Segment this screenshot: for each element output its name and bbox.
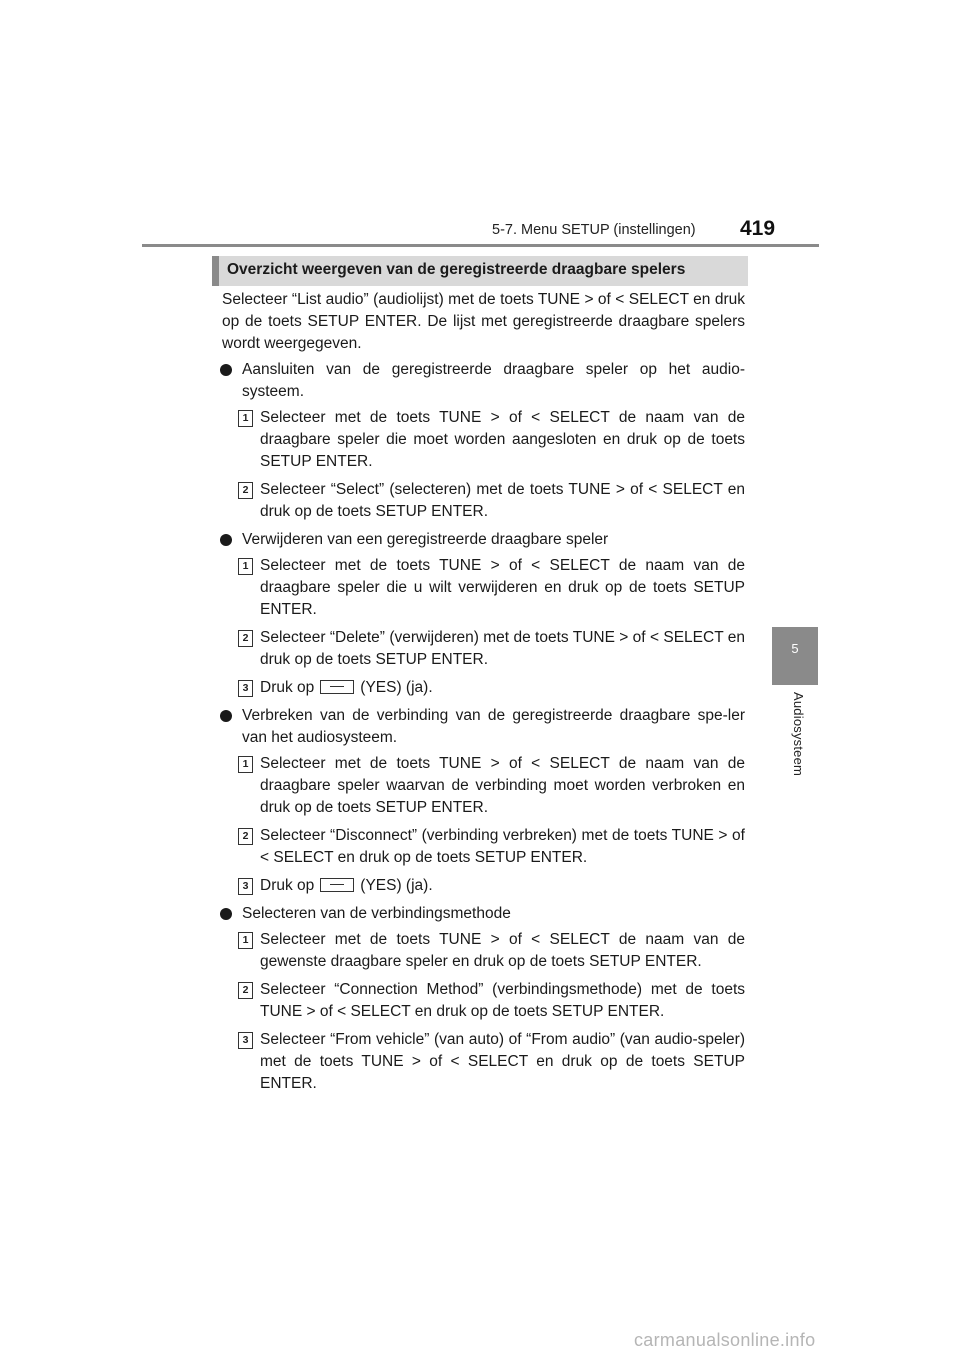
section-title: Overzicht weergeven van de geregistreerde draagbare spelers bbox=[227, 261, 686, 278]
step-text-post: (YES) (ja). bbox=[360, 679, 433, 696]
step-text: Selecteer “Delete” (verwijderen) met de toets TUNE > of < SELECT en druk op de toets SETUP ENTER. bbox=[260, 629, 745, 668]
content-body bbox=[222, 289, 745, 1101]
step-text: Selecteer met de toets TUNE > of < SELECT de naam van de draagbare speler die u wilt verwijderen en druk op de toets SETUP ENTER. bbox=[260, 557, 745, 618]
bullet-item bbox=[222, 359, 745, 403]
bullet-dot-icon bbox=[220, 908, 232, 920]
step-number-badge: 1 bbox=[238, 410, 253, 427]
step-number-badge: 2 bbox=[238, 630, 253, 647]
bullet-text: Aansluiten van de geregistreerde draagbare speler op het audio-systeem. bbox=[242, 361, 745, 400]
step-item bbox=[222, 825, 745, 869]
step-text: Selecteer “Connection Method” (verbindingsmethode) met de toets TUNE > of < SELECT en druk op de toets SETUP ENTER. bbox=[260, 981, 745, 1020]
step-number-badge: 2 bbox=[238, 828, 253, 845]
step-number-badge: 3 bbox=[238, 878, 253, 895]
step-item bbox=[222, 1029, 745, 1095]
header-section-title: 5-7. Menu SETUP (instellingen) bbox=[492, 222, 696, 238]
bullet-text: Verwijderen van een geregistreerde draagbare speler bbox=[242, 531, 609, 548]
watermark: carmanualsonline.info bbox=[634, 1330, 816, 1350]
step-item bbox=[222, 875, 745, 897]
step-text: Selecteer met de toets TUNE > of < SELECT de naam van de draagbare speler die moet worden aangesloten en druk op de toets SETUP ENTER. bbox=[260, 409, 745, 470]
preset-button-icon bbox=[320, 680, 354, 694]
chapter-label: Audiosysteem bbox=[791, 692, 806, 777]
step-item bbox=[222, 929, 745, 973]
chapter-tab bbox=[772, 627, 818, 685]
step-item bbox=[222, 407, 745, 473]
step-number-badge: 3 bbox=[238, 1032, 253, 1049]
step-item bbox=[222, 555, 745, 621]
step-text-pre: Druk op bbox=[260, 679, 315, 696]
intro-paragraph: Selecteer “List audio” (audiolijst) met de toets TUNE > of < SELECT en druk op de toets SETUP ENTER. De lijst met geregistreerde draagbare spelers wordt weergegeven. bbox=[222, 291, 745, 352]
preset-button-icon bbox=[320, 878, 354, 892]
step-number-badge: 3 bbox=[238, 680, 253, 697]
bullet-dot-icon bbox=[220, 534, 232, 546]
step-text-pre: Druk op bbox=[260, 877, 315, 894]
step-text: Selecteer “Disconnect” (verbinding verbreken) met de toets TUNE > of < SELECT en druk op de toets SETUP ENTER. bbox=[260, 827, 745, 866]
chapter-number: 5 bbox=[791, 641, 799, 656]
bullet-dot-icon bbox=[220, 710, 232, 722]
bullet-item bbox=[222, 903, 745, 925]
header-divider bbox=[142, 244, 819, 247]
step-number-badge: 2 bbox=[238, 482, 253, 499]
bullet-text: Selecteren van de verbindingsmethode bbox=[242, 905, 511, 922]
step-text: Selecteer met de toets TUNE > of < SELECT de naam van de draagbare speler waarvan de verbinding moet worden verbroken en druk op de toets SETUP ENTER. bbox=[260, 755, 745, 816]
step-number-badge: 2 bbox=[238, 982, 253, 999]
step-text-post: (YES) (ja). bbox=[360, 877, 433, 894]
step-number-badge: 1 bbox=[238, 932, 253, 949]
bullet-dot-icon bbox=[220, 364, 232, 376]
step-item bbox=[222, 479, 745, 523]
step-text: Selecteer “Select” (selecteren) met de toets TUNE > of < SELECT en druk op de toets SETUP ENTER. bbox=[260, 481, 745, 520]
page-number: 419 bbox=[740, 217, 776, 240]
step-item bbox=[222, 979, 745, 1023]
step-text: Selecteer met de toets TUNE > of < SELECT de naam van de gewenste draagbare speler en druk op de toets SETUP ENTER. bbox=[260, 931, 745, 970]
step-item bbox=[222, 627, 745, 671]
step-number-badge: 1 bbox=[238, 558, 253, 575]
section-title-bar bbox=[212, 256, 748, 286]
bullet-item bbox=[222, 705, 745, 749]
bullet-item bbox=[222, 529, 745, 551]
bullet-text: Verbreken van de verbinding van de geregistreerde draagbare spe-ler van het audiosysteem. bbox=[242, 707, 745, 746]
step-item bbox=[222, 677, 745, 699]
step-text: Selecteer “From vehicle” (van auto) of “From audio” (van audio-speler) met de toets TUNE > of < SELECT en druk op de toets SETUP ENTER. bbox=[260, 1031, 745, 1092]
step-number-badge: 1 bbox=[238, 756, 253, 773]
step-item bbox=[222, 753, 745, 819]
